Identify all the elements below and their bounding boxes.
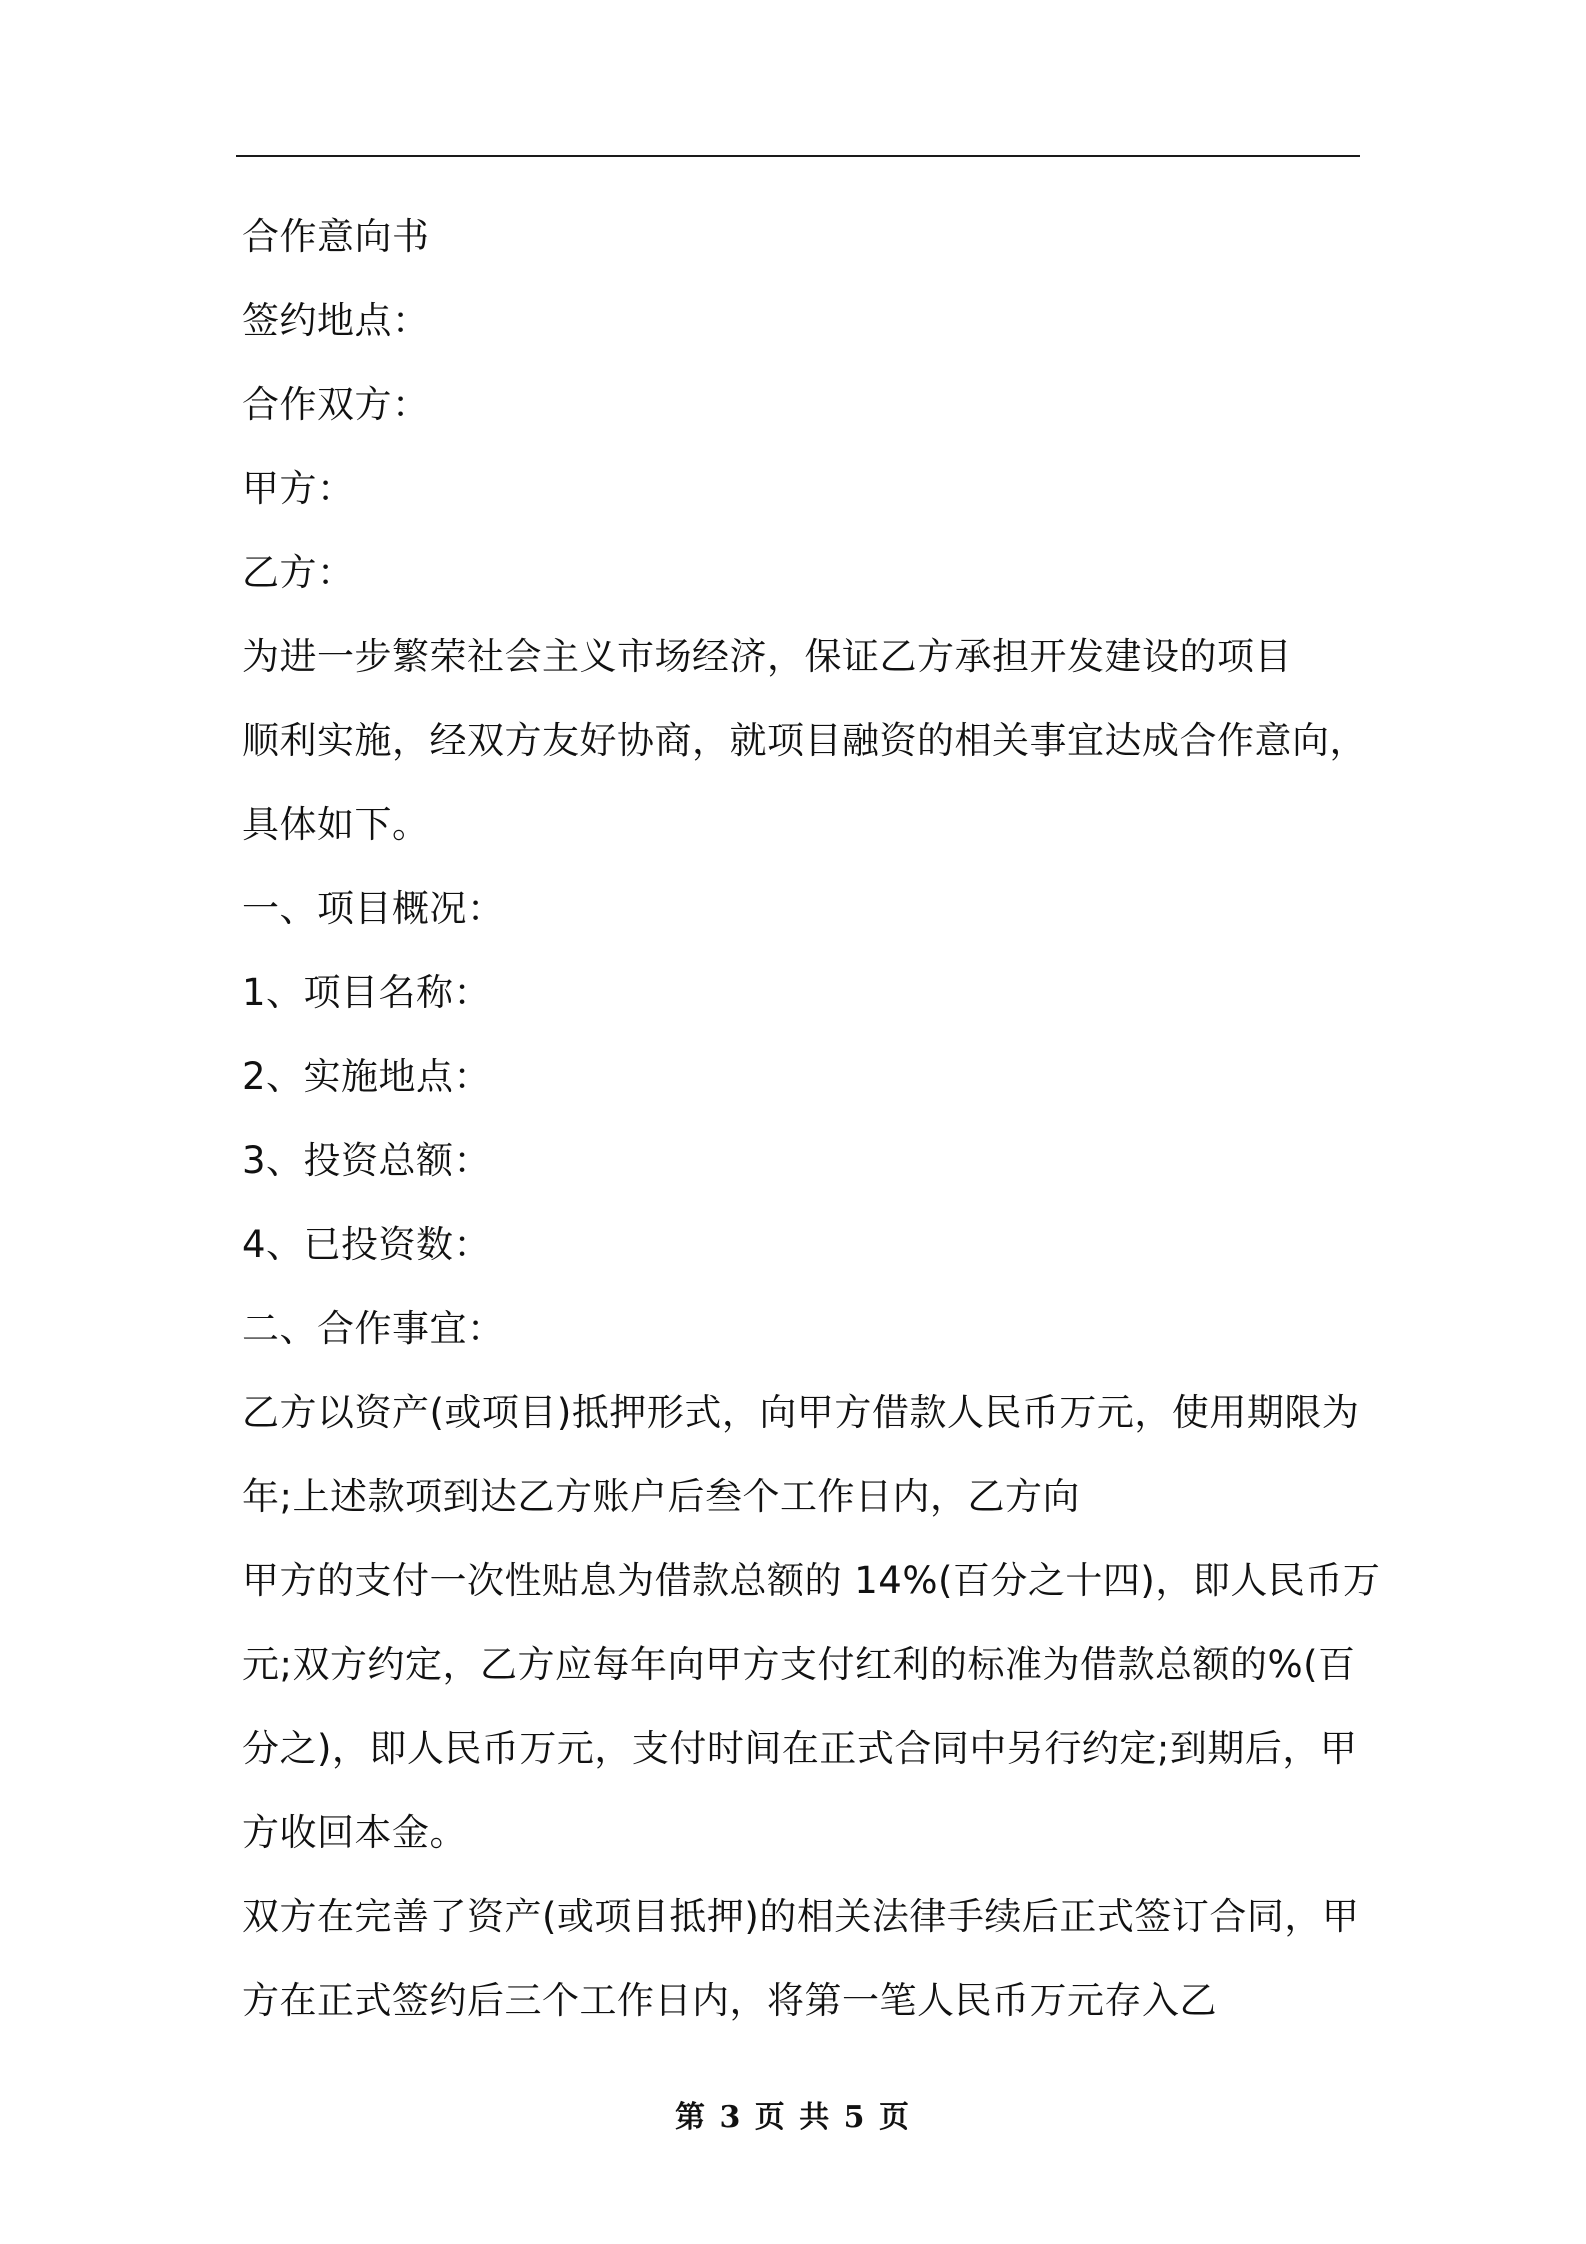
cooperation-paragraph-line: 甲方的支付一次性贴息为借款总额的 14%(百分之十四)，即人民币万 [242,1559,1381,1602]
project-location-item: 2、实施地点： [242,1055,492,1098]
intro-paragraph-line: 顺利实施，经双方友好协商，就项目融资的相关事宜达成合作意向， [242,719,1367,762]
party-a-label: 甲方： [242,467,355,510]
contract-paragraph-line: 方在正式签约后三个工作日内，将第一笔人民币万元存入乙 [242,1979,1217,2022]
intro-paragraph-line: 具体如下。 [242,803,430,846]
cooperation-paragraph-line: 元;双方约定，乙方应每年向甲方支付红利的标准为借款总额的%(百 [242,1643,1356,1686]
party-b-label: 乙方： [242,551,355,594]
cooperation-paragraph-line: 年;上述款项到达乙方账户后叁个工作日内，乙方向 [242,1475,1080,1518]
section-heading-cooperation-matters: 二、合作事宜： [242,1307,505,1350]
cooperation-paragraph-line: 方收回本金。 [242,1811,467,1854]
document-body [242,195,1381,2043]
contract-paragraph-line: 双方在完善了资产(或项目抵押)的相关法律手续后正式签订合同，甲 [242,1895,1360,1938]
cooperation-paragraph-line: 乙方以资产(或项目)抵押形式，向甲方借款人民币万元，使用期限为 [242,1391,1360,1434]
page-number-footer: 第 3 页 共 5 页 [675,2100,911,2135]
parties-label: 合作双方： [242,383,430,426]
invested-amount-item: 4、已投资数： [242,1223,492,1266]
document-title: 合作意向书 [242,215,430,258]
total-investment-item: 3、投资总额： [242,1139,492,1182]
section-heading-project-overview: 一、项目概况： [242,887,505,930]
project-name-item: 1、项目名称： [242,971,492,1014]
header-divider [236,155,1360,157]
cooperation-paragraph-line: 分之)，即人民币万元，支付时间在正式合同中另行约定;到期后，甲 [242,1727,1358,1770]
signing-location-label: 签约地点： [242,299,430,342]
intro-paragraph-line: 为进一步繁荣社会主义市场经济，保证乙方承担开发建设的项目 [242,635,1292,678]
